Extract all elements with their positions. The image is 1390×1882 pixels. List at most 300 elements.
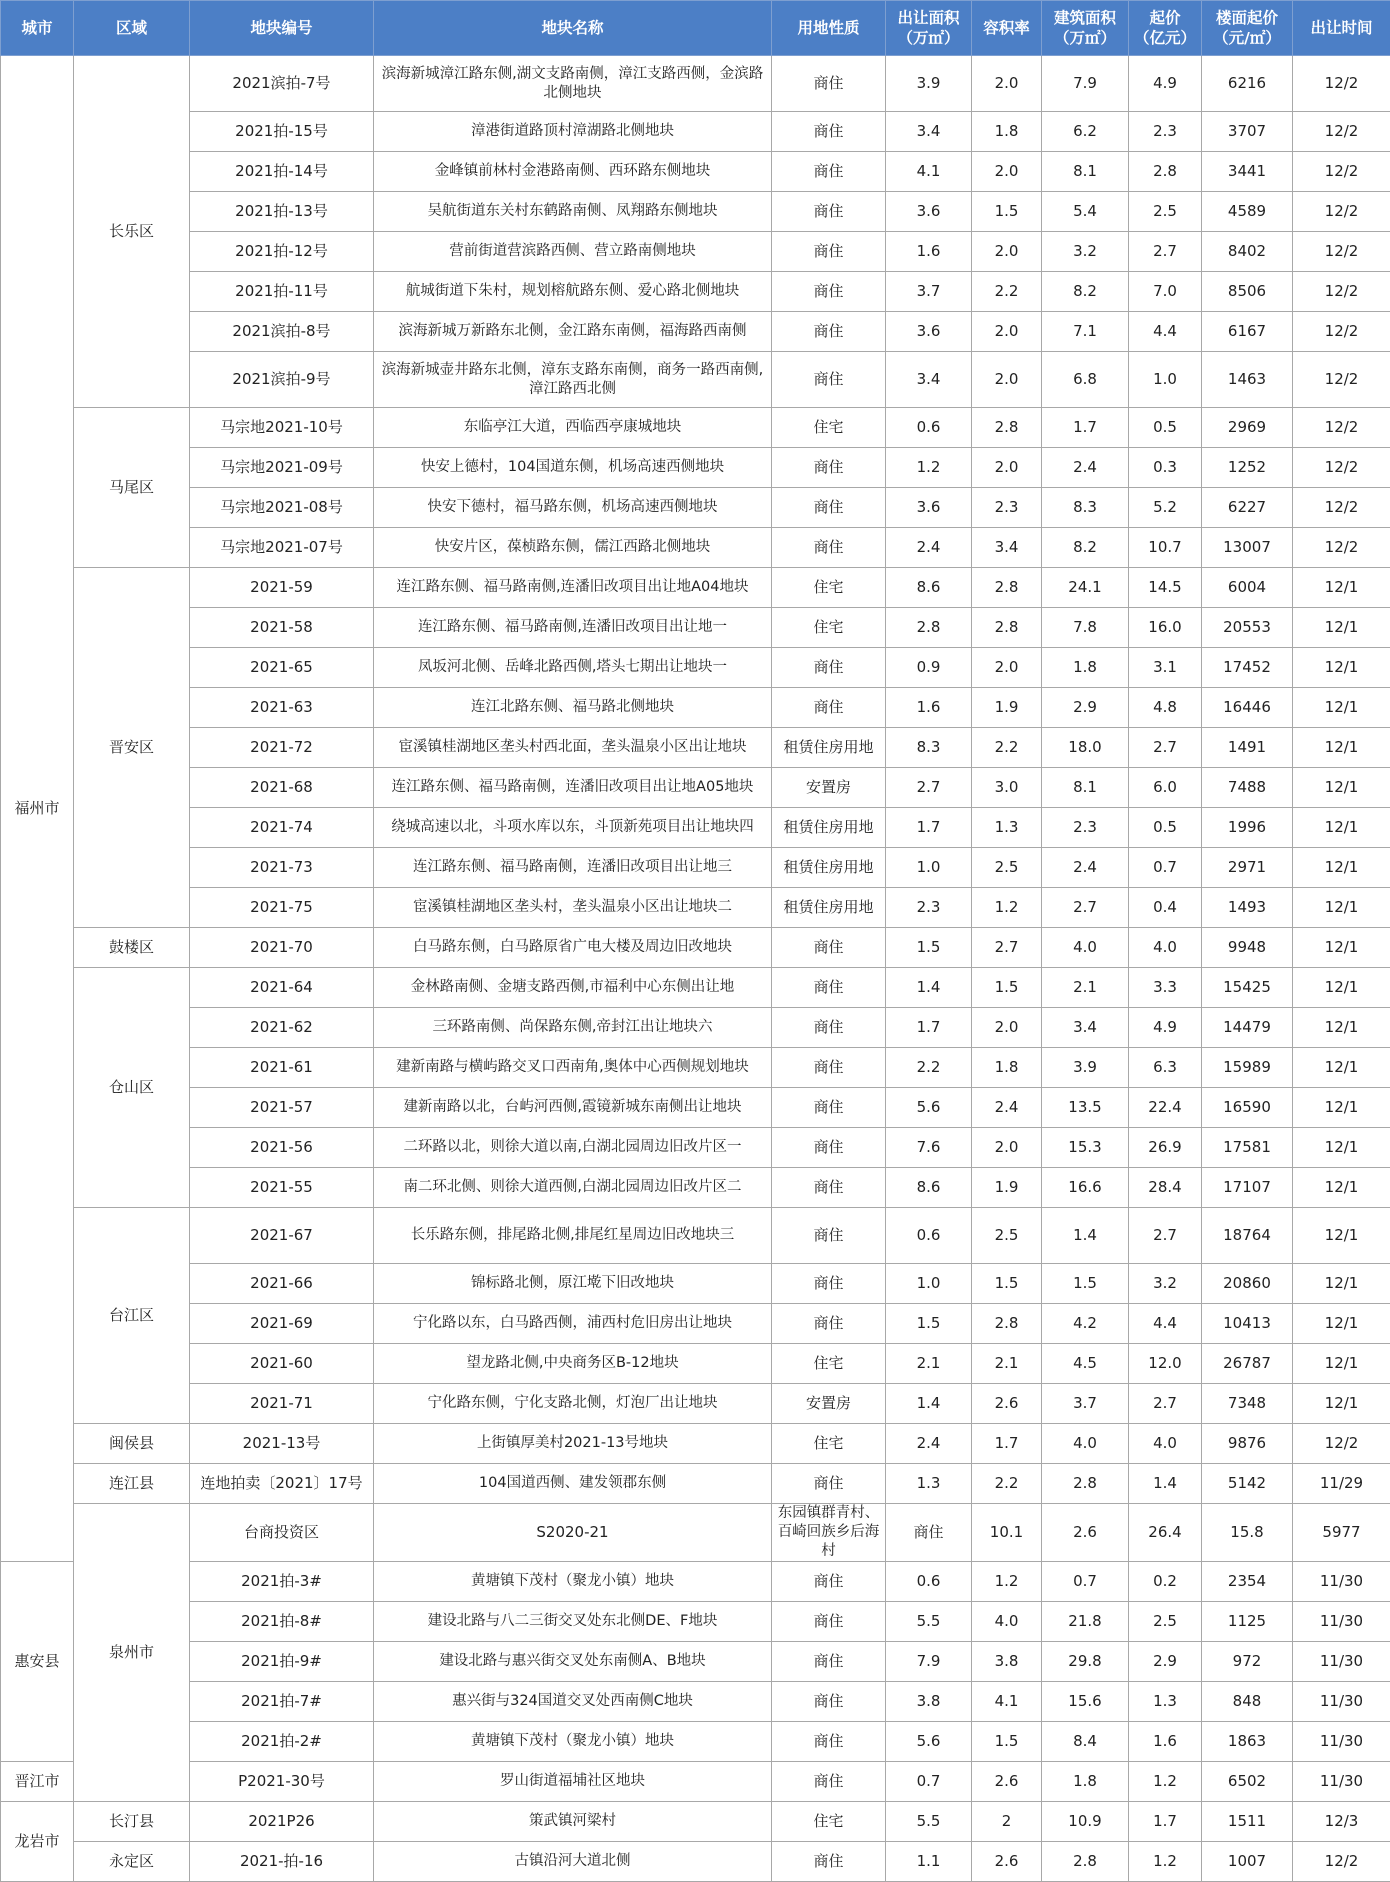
cell-unit-price: 7348 <box>1202 1384 1293 1424</box>
cell-plot-name: 长乐路东侧，排尾路北侧,排尾红星周边旧改地块三 <box>374 1208 772 1264</box>
cell-area: 8.6 <box>886 568 972 608</box>
cell-plot-id: 2021拍-15号 <box>190 112 374 152</box>
cell-plot-name: 凤坂河北侧、岳峰北路西侧,塔头七期出让地块一 <box>374 648 772 688</box>
cell-gfa: 15.6 <box>1042 1682 1129 1722</box>
cell-plot-name: 策武镇河梁村 <box>374 1802 772 1842</box>
cell-date: 12/1 <box>1293 1008 1390 1048</box>
cell-far: 2.5 <box>972 1208 1042 1264</box>
cell-far: 2.8 <box>972 1304 1042 1344</box>
cell-area: 3.6 <box>886 192 972 232</box>
cell-plot-id: 2021-63 <box>190 688 374 728</box>
cell-land-use: 住宅 <box>772 1344 886 1384</box>
cell-unit-price: 1463 <box>1202 352 1293 408</box>
cell-plot-id: 2021滨拍-9号 <box>190 352 374 408</box>
cell-plot-name: 104国道西侧、建发领郡东侧 <box>374 1464 772 1504</box>
cell-date: 12/1 <box>1293 1304 1390 1344</box>
cell-date: 11/30 <box>1293 1602 1390 1642</box>
cell-date: 12/2 <box>1293 312 1390 352</box>
cell-far: 2.0 <box>972 1008 1042 1048</box>
cell-gfa: 8.2 <box>1042 528 1129 568</box>
cell-area: 3.9 <box>886 56 972 112</box>
cell-unit-price: 1007 <box>1202 1842 1293 1882</box>
cell-unit-price: 2354 <box>1202 1562 1293 1602</box>
cell-city: 福州市 <box>1 56 74 1562</box>
cell-land-use: 商住 <box>772 1264 886 1304</box>
cell-area: 0.9 <box>886 648 972 688</box>
cell-far: 2.8 <box>972 608 1042 648</box>
cell-city: 龙岩市 <box>1 1802 74 1882</box>
cell-plot-name: 黄塘镇下茂村（聚龙小镇）地块 <box>374 1562 772 1602</box>
cell-gfa: 8.2 <box>1042 272 1129 312</box>
cell-area: 10.1 <box>972 1504 1042 1562</box>
cell-plot-id: 2021-59 <box>190 568 374 608</box>
cell-district: 晋江市 <box>1 1762 74 1802</box>
cell-plot-name: 东园镇群青村、百崎回族乡后海村 <box>772 1504 886 1562</box>
cell-unit-price: 1491 <box>1202 728 1293 768</box>
cell-land-use: 安置房 <box>772 768 886 808</box>
cell-gfa: 8.4 <box>1042 1722 1129 1762</box>
cell-land-use: 住宅 <box>772 1802 886 1842</box>
cell-unit-price: 17452 <box>1202 648 1293 688</box>
cell-land-use: 商住 <box>772 312 886 352</box>
table-row <box>1 352 1390 408</box>
cell-gfa: 7.8 <box>1042 608 1129 648</box>
cell-plot-id: 2021-60 <box>190 1344 374 1384</box>
cell-area: 2.8 <box>886 608 972 648</box>
table-row <box>1 648 1390 688</box>
cell-plot-name: 宦溪镇桂湖地区垄头村西北面，垄头温泉小区出让地块 <box>374 728 772 768</box>
cell-gfa: 4.2 <box>1042 1304 1129 1344</box>
cell-land-use: 住宅 <box>772 408 886 448</box>
cell-far: 2.0 <box>972 448 1042 488</box>
cell-unit-price: 3441 <box>1202 152 1293 192</box>
cell-plot-id: 2021拍-11号 <box>190 272 374 312</box>
cell-unit-price: 8402 <box>1202 232 1293 272</box>
cell-area: 3.4 <box>886 112 972 152</box>
table-row <box>1 528 1390 568</box>
cell-plot-id: 2021-70 <box>190 928 374 968</box>
cell-date: 12/2 <box>1293 1842 1390 1882</box>
cell-unit-price: 9876 <box>1202 1424 1293 1464</box>
cell-area: 1.6 <box>886 688 972 728</box>
cell-area: 2.4 <box>886 1424 972 1464</box>
cell-area: 1.7 <box>886 1008 972 1048</box>
cell-land-use: 住宅 <box>772 568 886 608</box>
cell-far: 1.3 <box>972 808 1042 848</box>
cell-start-price: 4.8 <box>1129 688 1202 728</box>
cell-plot-id: 马宗地2021-08号 <box>190 488 374 528</box>
cell-far: 2.8 <box>972 408 1042 448</box>
cell-land-use: 商住 <box>772 1842 886 1882</box>
cell-area: 1.4 <box>886 968 972 1008</box>
cell-land-use: 商住 <box>772 1682 886 1722</box>
cell-date: 12/1 <box>1293 1168 1390 1208</box>
cell-plot-name: 三环路南侧、尚保路东侧,帝封江出让地块六 <box>374 1008 772 1048</box>
cell-unit-price: 1125 <box>1202 1602 1293 1642</box>
cell-land-use: 商住 <box>772 1088 886 1128</box>
cell-start-price: 0.5 <box>1129 408 1202 448</box>
cell-land-use: 商住 <box>772 528 886 568</box>
cell-start-price: 1.3 <box>1129 1682 1202 1722</box>
cell-date: 11/30 <box>1293 1682 1390 1722</box>
cell-gfa: 5.4 <box>1042 192 1129 232</box>
cell-far: 3.4 <box>972 528 1042 568</box>
cell-plot-name: 金林路南侧、金塘支路西侧,市福利中心东侧出让地 <box>374 968 772 1008</box>
cell-far: 2.0 <box>972 312 1042 352</box>
cell-gfa: 26.4 <box>1129 1504 1202 1562</box>
cell-far: 2 <box>972 1802 1042 1842</box>
cell-plot-name: 白马路东侧，白马路原省广电大楼及周边旧改地块 <box>374 928 772 968</box>
cell-district: 晋安区 <box>74 568 190 928</box>
cell-plot-id: 2021-55 <box>190 1168 374 1208</box>
cell-date: 12/1 <box>1293 608 1390 648</box>
cell-date: 12/1 <box>1293 568 1390 608</box>
cell-date: 12/3 <box>1293 1802 1390 1842</box>
cell-plot-name: 建设北路与惠兴街交叉处东南侧A、B地块 <box>374 1642 772 1682</box>
cell-start-price: 2.9 <box>1129 1642 1202 1682</box>
table-row <box>1 1168 1390 1208</box>
header-plot-name: 地块名称 <box>374 1 772 56</box>
cell-date: 12/1 <box>1293 1128 1390 1168</box>
cell-land-use: 商住 <box>772 1208 886 1264</box>
cell-area: 1.0 <box>886 1264 972 1304</box>
cell-plot-id: 2021-64 <box>190 968 374 1008</box>
cell-unit-price: 6227 <box>1202 488 1293 528</box>
cell-gfa: 2.1 <box>1042 968 1129 1008</box>
cell-far: 1.7 <box>972 1424 1042 1464</box>
cell-area: 3.7 <box>886 272 972 312</box>
cell-date: 12/2 <box>1293 408 1390 448</box>
cell-area: 2.1 <box>886 1344 972 1384</box>
table-row <box>1 1264 1390 1304</box>
cell-plot-name: 连江路东侧、福马路南侧，连潘旧改项目出让地A05地块 <box>374 768 772 808</box>
cell-unit-price: 6004 <box>1202 568 1293 608</box>
table-row <box>1 312 1390 352</box>
cell-district: 仓山区 <box>74 968 190 1208</box>
cell-date: 12/2 <box>1293 192 1390 232</box>
cell-plot-id: 2021拍-7# <box>190 1682 374 1722</box>
cell-area: 0.6 <box>886 408 972 448</box>
cell-plot-name: 望龙路北侧,中央商务区B-12地块 <box>374 1344 772 1384</box>
cell-start-price: 4.9 <box>1129 1008 1202 1048</box>
table-row <box>1 152 1390 192</box>
cell-plot-id: 2021P26 <box>190 1802 374 1842</box>
cell-start-price: 2.7 <box>1129 1208 1202 1264</box>
table-row <box>1 1642 1390 1682</box>
cell-gfa: 7.1 <box>1042 312 1129 352</box>
cell-gfa: 13.5 <box>1042 1088 1129 1128</box>
cell-far: 1.9 <box>972 688 1042 728</box>
cell-plot-name: 宁化路东侧，宁化支路北侧，灯泡厂出让地块 <box>374 1384 772 1424</box>
header-city: 城市 <box>1 1 74 56</box>
cell-unit-price: 1511 <box>1202 1802 1293 1842</box>
cell-plot-id: 2021-71 <box>190 1384 374 1424</box>
cell-far: 2.2 <box>972 728 1042 768</box>
cell-unit-price: 17107 <box>1202 1168 1293 1208</box>
cell-plot-id: 2021-67 <box>190 1208 374 1264</box>
cell-date: 12/1 <box>1293 688 1390 728</box>
cell-plot-name: 上街镇厚美村2021-13号地块 <box>374 1424 772 1464</box>
cell-far: 2.0 <box>972 152 1042 192</box>
cell-plot-id: 2021-62 <box>190 1008 374 1048</box>
table-row <box>1 1128 1390 1168</box>
cell-date: 12/2 <box>1293 152 1390 192</box>
cell-area: 7.6 <box>886 1128 972 1168</box>
table-row <box>1 192 1390 232</box>
cell-gfa: 3.7 <box>1042 1384 1129 1424</box>
cell-plot-id: 2021拍-8# <box>190 1602 374 1642</box>
cell-plot-name: 滨海新城万新路东北侧，金江路东南侧，福海路西南侧 <box>374 312 772 352</box>
cell-unit-price: 17581 <box>1202 1128 1293 1168</box>
cell-land-use: 商住 <box>772 648 886 688</box>
cell-plot-id: 2021-69 <box>190 1304 374 1344</box>
cell-land-use: 商住 <box>772 1722 886 1762</box>
cell-plot-name: 古镇沿河大道北侧 <box>374 1842 772 1882</box>
header-far: 容积率 <box>972 1 1042 56</box>
cell-land-use: 商住 <box>772 448 886 488</box>
cell-gfa: 6.8 <box>1042 352 1129 408</box>
cell-unit-price: 848 <box>1202 1682 1293 1722</box>
cell-plot-name: 营前街道营滨路西侧、营立路南侧地块 <box>374 232 772 272</box>
cell-area: 1.0 <box>886 848 972 888</box>
header-start-price: 起价 （亿元） <box>1129 1 1202 56</box>
cell-start-price: 7.0 <box>1129 272 1202 312</box>
cell-unit-price: 3707 <box>1202 112 1293 152</box>
cell-area: 8.6 <box>886 1168 972 1208</box>
cell-date: 11/30 <box>1293 1562 1390 1602</box>
cell-start-price: 16.0 <box>1129 608 1202 648</box>
cell-district: 台江区 <box>74 1208 190 1424</box>
cell-far: 2.7 <box>972 928 1042 968</box>
cell-land-use: 商住 <box>772 488 886 528</box>
cell-area: 1.7 <box>886 808 972 848</box>
table-row <box>1 1722 1390 1762</box>
cell-land-use: 商住 <box>772 1642 886 1682</box>
table-row <box>1 1384 1390 1424</box>
cell-far: 1.8 <box>972 1048 1042 1088</box>
cell-area: 3.4 <box>886 352 972 408</box>
cell-gfa: 0.7 <box>1042 1562 1129 1602</box>
cell-far: 3.8 <box>972 1642 1042 1682</box>
cell-gfa: 1.8 <box>1042 648 1129 688</box>
cell-start-price: 2.3 <box>1129 112 1202 152</box>
cell-start-price: 2.5 <box>1129 1602 1202 1642</box>
cell-start-price: 1.4 <box>1129 1464 1202 1504</box>
cell-land-use: 安置房 <box>772 1384 886 1424</box>
cell-gfa: 2.4 <box>1042 448 1129 488</box>
cell-date: 12/2 <box>1293 448 1390 488</box>
cell-gfa: 2.8 <box>1042 1842 1129 1882</box>
cell-gfa: 6.2 <box>1042 112 1129 152</box>
cell-date: 12/2 <box>1293 272 1390 312</box>
cell-plot-id: 2021-58 <box>190 608 374 648</box>
cell-land-use: 商住 <box>772 688 886 728</box>
cell-land-use: 商住 <box>772 152 886 192</box>
table-row <box>1 1504 1390 1562</box>
cell-unit-price: 5977 <box>1293 1504 1390 1562</box>
cell-plot-name: 绕城高速以北，斗项水库以东，斗顶新苑项目出让地块四 <box>374 808 772 848</box>
cell-plot-id: 2021拍-14号 <box>190 152 374 192</box>
cell-gfa: 8.1 <box>1042 152 1129 192</box>
table-row <box>1 1602 1390 1642</box>
cell-area: 1.2 <box>886 448 972 488</box>
cell-gfa: 3.2 <box>1042 232 1129 272</box>
cell-land-use: 商住 <box>772 1128 886 1168</box>
cell-plot-name: 快安下德村，福马路东侧，机场高速西侧地块 <box>374 488 772 528</box>
cell-far: 2.1 <box>972 1344 1042 1384</box>
cell-plot-id: 2021-13号 <box>190 1424 374 1464</box>
cell-start-price: 3.1 <box>1129 648 1202 688</box>
cell-plot-id: 2021-73 <box>190 848 374 888</box>
cell-unit-price: 1996 <box>1202 808 1293 848</box>
cell-district: 永定区 <box>74 1842 190 1882</box>
cell-unit-price: 2971 <box>1202 848 1293 888</box>
cell-land-use: 商住 <box>772 1602 886 1642</box>
cell-plot-name: 快安上德村，104国道东侧，机场高速西侧地块 <box>374 448 772 488</box>
table-row <box>1 608 1390 648</box>
cell-gfa: 4.0 <box>1042 928 1129 968</box>
cell-start-price: 5.2 <box>1129 488 1202 528</box>
cell-far: 2.4 <box>972 1088 1042 1128</box>
table-row <box>1 1464 1390 1504</box>
cell-gfa: 4.0 <box>1042 1424 1129 1464</box>
cell-far: 1.5 <box>972 192 1042 232</box>
cell-plot-name: 吴航街道东关村东鹤路南侧、凤翔路东侧地块 <box>374 192 772 232</box>
cell-start-price: 2.8 <box>1129 152 1202 192</box>
cell-date: 12/2 <box>1293 528 1390 568</box>
cell-date: 11/30 <box>1293 1642 1390 1682</box>
cell-unit-price: 15989 <box>1202 1048 1293 1088</box>
cell-start-price: 4.4 <box>1129 312 1202 352</box>
table-row <box>1 688 1390 728</box>
cell-date: 12/1 <box>1293 848 1390 888</box>
cell-district: 连江县 <box>74 1464 190 1504</box>
cell-start-price: 0.3 <box>1129 448 1202 488</box>
cell-plot-name: 快安片区，葆桢路东侧，儒江西路北侧地块 <box>374 528 772 568</box>
cell-land-use: 商住 <box>772 1168 886 1208</box>
cell-unit-price: 6167 <box>1202 312 1293 352</box>
cell-plot-name: 二环路以北，则徐大道以南,白湖北园周边旧改片区一 <box>374 1128 772 1168</box>
cell-start-price: 22.4 <box>1129 1088 1202 1128</box>
cell-unit-price: 7488 <box>1202 768 1293 808</box>
cell-area: 1.6 <box>886 232 972 272</box>
cell-start-price: 4.0 <box>1129 1424 1202 1464</box>
table-row <box>1 888 1390 928</box>
cell-start-price: 3.2 <box>1129 1264 1202 1304</box>
cell-area: 1.5 <box>886 1304 972 1344</box>
cell-far: 1.8 <box>972 112 1042 152</box>
table-row <box>1 408 1390 448</box>
cell-far: 2.2 <box>972 1464 1042 1504</box>
cell-plot-id: 马宗地2021-09号 <box>190 448 374 488</box>
cell-plot-name: 东临亭江大道，西临西亭康城地块 <box>374 408 772 448</box>
cell-area: 7.9 <box>886 1642 972 1682</box>
cell-gfa: 16.6 <box>1042 1168 1129 1208</box>
cell-start-price: 3.3 <box>1129 968 1202 1008</box>
cell-plot-id: 2021拍-9# <box>190 1642 374 1682</box>
cell-area: 2.7 <box>886 768 972 808</box>
cell-gfa: 10.9 <box>1042 1802 1129 1842</box>
cell-date: 12/2 <box>1293 112 1390 152</box>
cell-gfa: 29.8 <box>1042 1642 1129 1682</box>
cell-unit-price: 2969 <box>1202 408 1293 448</box>
cell-start-price: 6.3 <box>1129 1048 1202 1088</box>
cell-district: 台商投资区 <box>190 1504 374 1562</box>
table-row <box>1 272 1390 312</box>
cell-gfa: 3.9 <box>1042 1048 1129 1088</box>
header-land-use: 用地性质 <box>772 1 886 56</box>
cell-plot-id: S2020-21 <box>374 1504 772 1562</box>
cell-area: 3.6 <box>886 488 972 528</box>
table-row <box>1 1344 1390 1384</box>
cell-far: 1.5 <box>972 1264 1042 1304</box>
cell-plot-id: 2021-61 <box>190 1048 374 1088</box>
cell-date: 12/1 <box>1293 1264 1390 1304</box>
table-row <box>1 1304 1390 1344</box>
cell-date: 12/1 <box>1293 648 1390 688</box>
cell-far: 4.0 <box>972 1602 1042 1642</box>
cell-far: 1.2 <box>972 1562 1042 1602</box>
cell-area: 5.6 <box>886 1088 972 1128</box>
cell-start-price: 0.4 <box>1129 888 1202 928</box>
cell-area: 1.5 <box>886 928 972 968</box>
cell-start-price: 6.0 <box>1129 768 1202 808</box>
cell-district: 鼓楼区 <box>74 928 190 968</box>
cell-plot-id: 2021-57 <box>190 1088 374 1128</box>
header-plot-id: 地块编号 <box>190 1 374 56</box>
cell-land-use: 商住 <box>772 192 886 232</box>
cell-unit-price: 26787 <box>1202 1344 1293 1384</box>
cell-far: 1.9 <box>972 1168 1042 1208</box>
cell-far: 2.2 <box>972 272 1042 312</box>
cell-start-price: 26.9 <box>1129 1128 1202 1168</box>
cell-far: 2.0 <box>972 1128 1042 1168</box>
table-row <box>1 728 1390 768</box>
header-row <box>1 1 1390 56</box>
cell-unit-price: 6216 <box>1202 56 1293 112</box>
cell-land-use: 商住 <box>772 1562 886 1602</box>
cell-unit-price: 14479 <box>1202 1008 1293 1048</box>
table-row <box>1 968 1390 1008</box>
cell-far: 1.5 <box>972 1722 1042 1762</box>
cell-unit-price: 4589 <box>1202 192 1293 232</box>
cell-district: 长乐区 <box>74 56 190 408</box>
cell-plot-id: 2021-68 <box>190 768 374 808</box>
header-date: 出让时间 <box>1293 1 1390 56</box>
cell-plot-id: 2021-65 <box>190 648 374 688</box>
table-row <box>1 848 1390 888</box>
cell-start-price: 4.9 <box>1129 56 1202 112</box>
cell-area: 2.4 <box>886 528 972 568</box>
cell-gfa: 2.7 <box>1042 888 1129 928</box>
cell-gfa: 3.4 <box>1042 1008 1129 1048</box>
cell-start-price: 1.0 <box>1129 352 1202 408</box>
cell-plot-id: 2021-75 <box>190 888 374 928</box>
cell-far: 2.6 <box>972 1762 1042 1802</box>
cell-land-use: 商住 <box>772 1008 886 1048</box>
cell-start-price: 2.7 <box>1129 728 1202 768</box>
cell-far: 2.8 <box>972 568 1042 608</box>
cell-area: 0.7 <box>886 1762 972 1802</box>
header-area: 出让面积 （万㎡） <box>886 1 972 56</box>
cell-plot-name: 滨海新城漳江路东侧,湖文支路南侧，漳江支路西侧，金滨路北侧地块 <box>374 56 772 112</box>
cell-plot-id: 连地拍卖〔2021〕17号 <box>190 1464 374 1504</box>
cell-start-price: 1.2 <box>1129 1842 1202 1882</box>
cell-district: 惠安县 <box>1 1562 74 1762</box>
cell-land-use: 商住 <box>772 1464 886 1504</box>
cell-plot-name: 黄塘镇下茂村（聚龙小镇）地块 <box>374 1722 772 1762</box>
cell-plot-name: 惠兴街与324国道交叉处西南侧C地块 <box>374 1682 772 1722</box>
